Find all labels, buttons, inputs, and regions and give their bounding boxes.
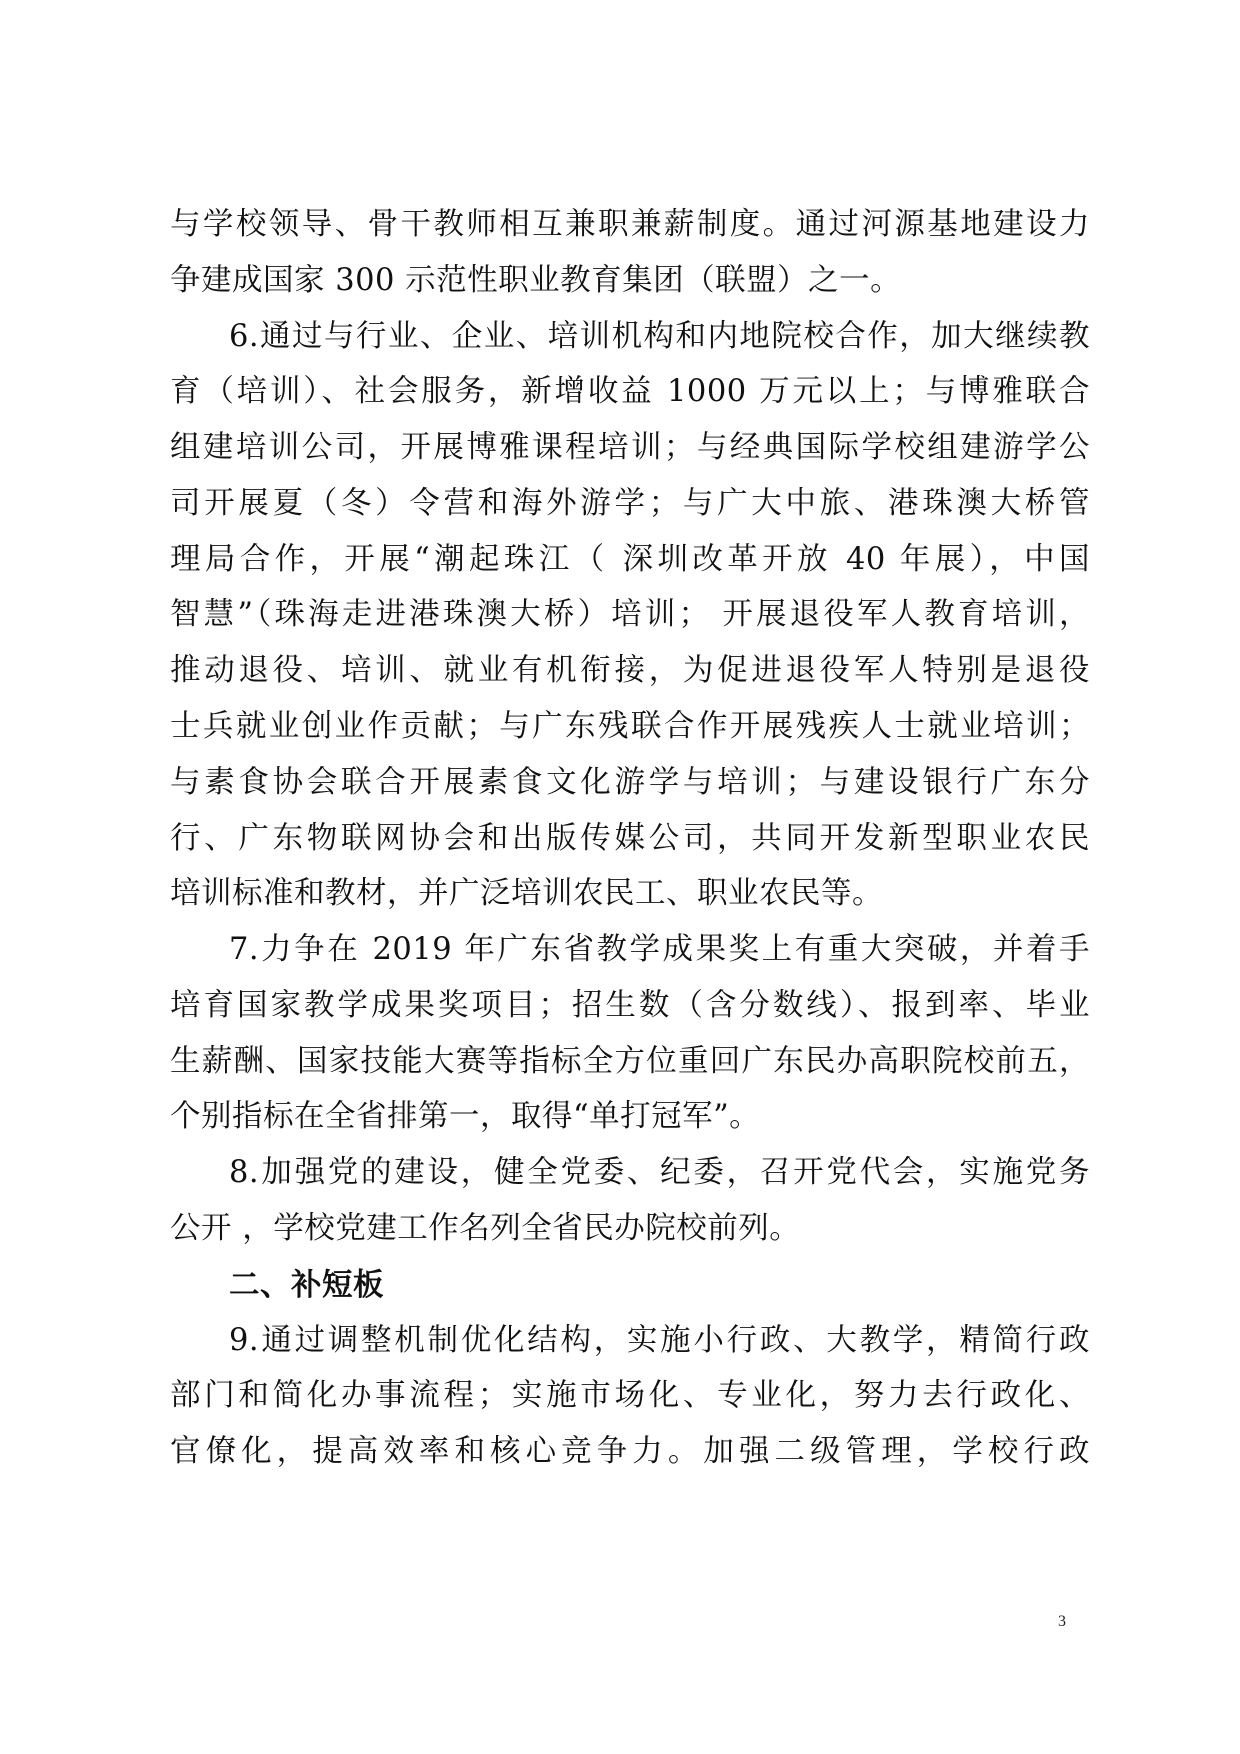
text-line: 与学校领导、骨干教师相互兼职兼薪制度。通过河源基地建设力 [170, 207, 1090, 242]
text-line: 理局合作，开展“潮起珠江（ 深圳改革开放 40 年展），中国 [170, 542, 1090, 577]
text-line: 与素食协会联合开展素食文化游学与培训；与建设银行广东分 [170, 765, 1090, 800]
text-line: 公开 ，学校党建工作名列全省民办院校前列。 [170, 1211, 801, 1246]
text-line: 组建培训公司，开展博雅课程培训；与经典国际学校组建游学公 [170, 430, 1090, 465]
text-line: 个别指标在全省排第一，取得“单打冠军”。 [170, 1099, 761, 1134]
text-line: 争建成国家 300 示范性职业教育集团（联盟）之一。 [170, 263, 902, 298]
text-line: 司开展夏（冬）令营和海外游学；与广大中旅、港珠澳大桥管 [170, 486, 1090, 521]
paragraph-start: 8.加强党的建设，健全党委、纪委，召开党代会，实施党务 [229, 1155, 1090, 1190]
text-line: 行、广东物联网协会和出版传媒公司，共同开发新型职业农民 [170, 821, 1090, 856]
paragraph-start: 6.通过与行业、企业、培训机构和内地院校合作，加大继续教 [229, 319, 1090, 354]
text-line: 推动退役、培训、就业有机衔接，为促进退役军人特别是退役 [170, 653, 1090, 688]
text-line: 生薪酬、国家技能大赛等指标全方位重回广东民办高职院校前五， [170, 1044, 1090, 1079]
page-number: 3 [1058, 1613, 1066, 1630]
paragraph-start: 9.通过调整机制优化结构，实施小行政、大教学，精简行政 [229, 1323, 1090, 1358]
text-line: 部门和简化办事流程；实施市场化、专业化，努力去行政化、 [170, 1378, 1090, 1413]
paragraph-start: 7.力争在 2019 年广东省教学成果奖上有重大突破，并着手 [229, 932, 1090, 967]
text-line: 智慧”（珠海走进港珠澳大桥）培训； 开展退役军人教育培训， [170, 597, 1090, 632]
text-line: 育（培训）、社会服务，新增收益 1000 万元以上；与博雅联合 [170, 374, 1090, 409]
text-line: 士兵就业创业作贡献；与广东残联合作开展残疾人士就业培训； [170, 709, 1090, 744]
text-line: 培育国家教学成果奖项目；招生数（含分数线）、报到率、毕业 [170, 988, 1090, 1023]
text-line: 培训标准和教材，并广泛培训农民工、职业农民等。 [170, 876, 883, 911]
section-heading: 二、补短板 [229, 1267, 384, 1303]
text-line: 官僚化，提高效率和核心竞争力。加强二级管理，学校行政 [170, 1434, 1090, 1469]
